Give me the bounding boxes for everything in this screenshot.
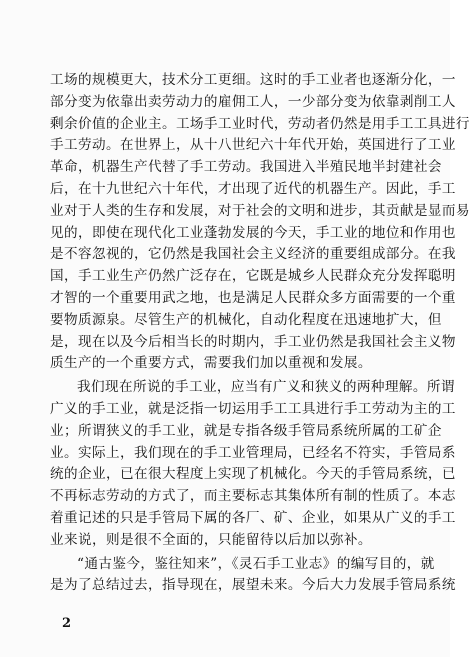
text-line: 业；所谓狭义的手工业，就是专指各级手管局系统所属的工矿企 [50,422,442,439]
text-line: 工场的规模更大，技术分工更细。这时的手工业者也逐渐分化，一 [50,72,456,88]
text-line: 革命，机器生产代替了手工劳动。我国进入半殖民地半封建社会 [50,159,442,176]
text-line: 业对于人类的生存和发展，对于社会的文明和进步，其贡献是显而易 [50,202,470,219]
text-line: 广义的手工业，就是泛指一切运用手工工具进行手工劳动为主的工 [50,400,456,417]
text-line: 见的，即使在现代化工业蓬勃发展的今天，手工业的地位和作用也 [50,224,456,241]
text-line: 质生产的一个重要方式，需要我们加以重视和发展。 [50,355,372,372]
text-line: 才智的一个重要用武之地，也是满足人民群众多方面需要的一个重 [50,289,456,306]
text-line: 是为了总结过去，指导现在，展望未来。今后大力发展手管局系统 [50,577,456,594]
text-line: 是不容忽视的，它仍然是我国社会主义经济的重要组成部分。在我 [50,246,456,263]
text-line: 业来说，则是很不全面的，只能留待以后加以弥补。 [50,531,372,548]
text-line: 着重记述的只是手管局下属的各厂、矿、企业，如果从广义的手工 [50,509,456,526]
text-line: 后，在十九世纪六十年代，才出现了近代的机器生产。因此，手工 [50,180,456,197]
text-line: 要物质源泉。尽管生产的机械化，自动化程度在迅速地扩大，但 [50,311,442,328]
text-line: “通古鉴今，鉴往知来”，《灵石手工业志》的编写目的，就 [77,555,435,572]
text-line: 部分变为依靠出卖劳动力的雇佣工人，一少部分变为依靠剥削工人 [50,93,456,110]
paragraph-1 [50,70,470,375]
page-number: 2 [62,616,72,631]
text-line: 我们现在所说的手工业，应当有广义和狭义的两种理解。所谓 [77,379,455,396]
text-line: 不再标志劳动的方式了，而主要标志其集体所有制的性质了。本志 [50,488,456,505]
body-text [50,70,470,597]
paragraph-2 [50,377,456,551]
text-line: 是，现在以及今后相当长的时期内，手工业仍然是我国社会主义物 [50,333,456,350]
text-line: 统的企业，已在很大程度上实现了机械化。今天的手管局系统，已 [50,466,456,483]
text-line: 业。实际上，我们现在的手工业管理局，已经名不符实，手管局系 [50,444,456,461]
paragraph-3 [50,554,456,598]
text-line: 国，手工业生产仍然广泛存在，它既是城乡人民群众充分发挥聪明 [50,268,456,285]
text-line: 剩余价值的企业主。工场手工业时代，劳动者仍然是用手工工具进行 [50,115,470,132]
text-line: 手工劳动。在世界上，从十八世纪六十年代开始，英国进行了工业 [50,137,456,154]
